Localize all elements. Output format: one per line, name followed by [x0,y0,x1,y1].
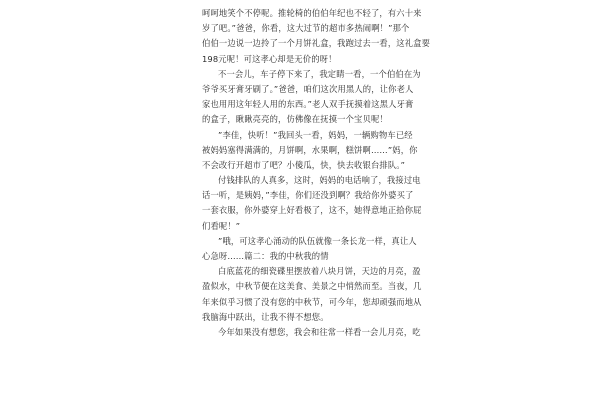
text-line: 家也用用这年轻人用的东西。”老人双手抚摸着这黑人牙膏 [202,99,414,110]
text-line: 呵呵地笑个不停呢。推轮椅的伯伯年纪也不轻了，有六十来 [202,8,422,18]
text-line: ”李佳，快听！”我回头一看，妈妈，一辆购物车已经 [218,129,413,140]
text-line: 不会改行开超市了吧？小傻瓜，快，快去收银台排队。” [202,159,406,170]
text-line: 付钱排队的人真多，这时，妈妈的电话响了，我接过电 [218,175,421,186]
text-line: 198元呢！可这孝心却是无价的呀！ [202,53,337,64]
text-line: 们看呢！” [202,220,241,231]
text-line: 今年如果没有想您，我会和往常一样看一会儿月亮，吃 [218,326,421,337]
text-line: 伯伯一边说一边拎了一个月饼礼盒，我跑过去一看，这礼盒要 [202,38,431,49]
text-line: 的盒子，瞅瞅亮亮的，仿佛像在抚摸一个宝贝呢！ [202,114,388,125]
text-line: 一套衣服，你外婆穿上好看极了，这不，她得意地正拾你屁 [202,205,422,216]
text-line: 我脑海中跃出，让我不得不想您。 [202,311,329,322]
text-line: ”哦，可这孝心涌动的队伍就像一条长龙一样，真让人 [218,235,417,246]
text-line: 白底蓝花的细瓷碟里摆放着八块月饼，天边的月亮，盈 [218,266,421,277]
text-line: 心急呀……篇二：我的中秋我的情 [202,251,329,261]
text-line: 盈似水，中秋节便在这美食、美景之中悄然而至。当夜，几 [202,281,422,292]
text-line: 年来似乎习惯了没有您的中秋节，可今年，您却顽强而地从 [202,296,422,307]
text-line: 岁了吧。”爸爸，你看，这大过节的超市多热闹啊！”那个 [202,23,410,34]
text-line: 话一听，是姨妈，”李佳，你们还没到啊？我给你外婆买了 [202,190,414,201]
text-line: 不一会儿，车子停下来了，我定睛一看，一个伯伯在为 [218,68,421,79]
text-column [202,6,431,340]
text-line: 被妈妈塞得满满的，月饼啊，水果啊，糕饼啊……”妈，你 [202,144,418,155]
text-line: 爷爷买牙膏牙刷了。”爸爸，咱们这次用黑人的，让你老人 [202,83,414,94]
